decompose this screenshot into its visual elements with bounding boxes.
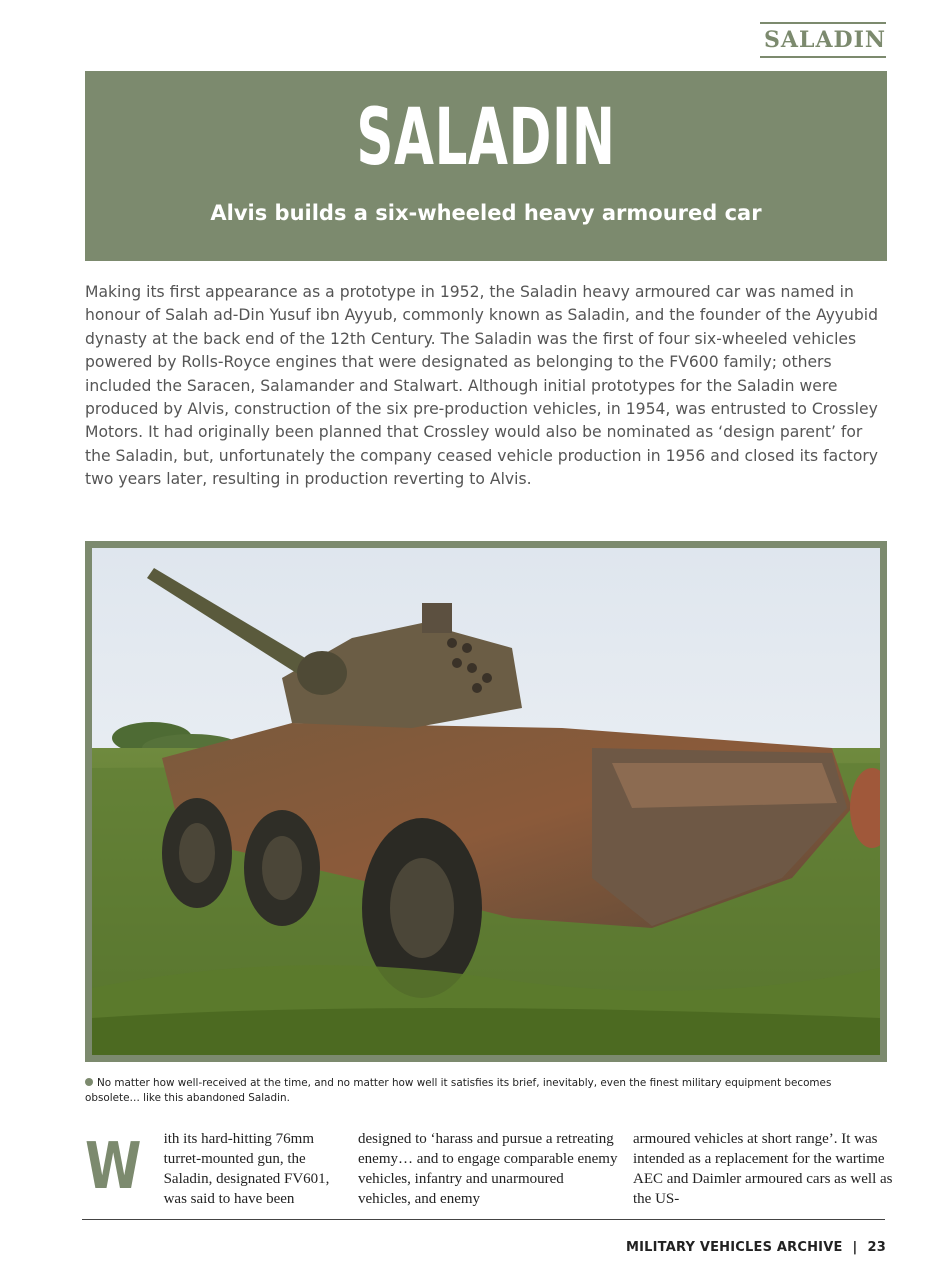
- photo-caption: [85, 1076, 875, 1105]
- caption-text: No matter how well-received at the time, and no matter how well it satisfies its brief, inevitably, even the finest military equipment becomes obsolete… like this abandoned Saladin.: [85, 1077, 832, 1104]
- intro-paragraph: Making its first appearance as a prototype in 1952, the Saladin heavy armoured car was named in honour of Salah ad-Din Yusuf ibn Ayyub, commonly known as Saladin, and the founder of the Ayyubid dynasty at the back end of the 12th Century. The Saladin was the first of four six-wheeled vehicles powered by Rolls-Royce engines that were designated as belonging to the FV600 family; others included the Saracen, Salamander and Stalwart. Although initial prototypes for the Saladin were produced by Alvis, construction of the six pre-production vehicles, in 1954, was entrusted to Crossley Motors. It had originally been planned that Crossley would also be nominated as ‘design parent’ for the Saladin, but, unfortunately the company ceased vehicle production in 1956 and closed its factory two years later, resulting in production reverting to Alvis.: [85, 283, 879, 489]
- footer-rule: [82, 1219, 885, 1220]
- article-subtitle: Alvis builds a six-wheeled heavy armoured car: [210, 201, 762, 225]
- page-footer: [626, 1240, 886, 1255]
- article-title: SALADIN: [356, 93, 616, 183]
- page-number: 23: [867, 1240, 886, 1255]
- caption-bullet-icon: [85, 1078, 93, 1086]
- photo-frame: [85, 541, 887, 1062]
- body-column-2: designed to ‘harass and pursue a retreating enemy… and to engage comparable enemy vehicles, infantry and unarmoured vehicles, and enemy: [358, 1131, 618, 1207]
- title-banner: [85, 71, 887, 261]
- section-tag: SALADIN: [760, 22, 886, 58]
- body-column-3: armoured vehicles at short range’. It was intended as a replacement for the wartime AEC and Daimler armoured cars as well as the US-: [633, 1131, 893, 1207]
- body-column-1: [85, 1129, 345, 1209]
- drop-cap: W: [85, 1130, 142, 1204]
- publication-name: MILITARY VEHICLES ARCHIVE: [625, 1240, 843, 1255]
- column-1-text: ith its hard-hitting 76mm turret-mounted gun, the Saladin, designated FV601, was said to have been: [163, 1131, 330, 1207]
- saladin-photo: [92, 548, 880, 1055]
- footer-separator: |: [852, 1240, 858, 1255]
